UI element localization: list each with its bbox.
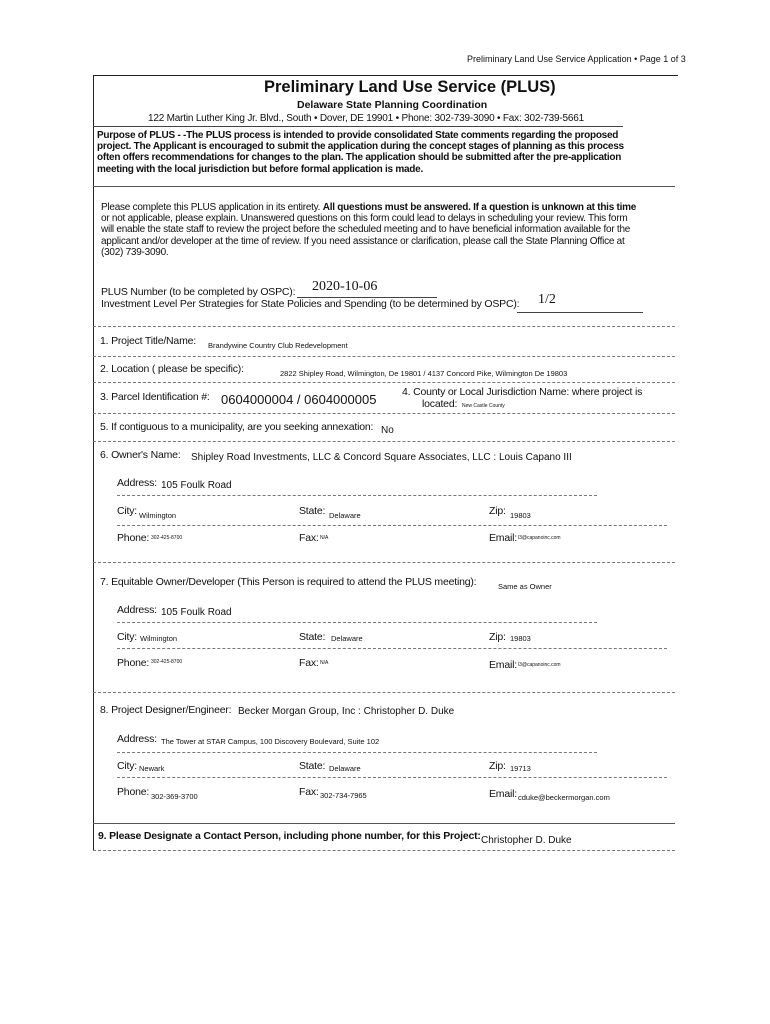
designer-email-label: Email: — [489, 788, 517, 800]
county-field[interactable]: New Castle County — [462, 403, 505, 409]
section-divider — [93, 382, 675, 383]
owner-city-label: City: — [117, 505, 138, 517]
q7-label: 7. Equitable Owner/Developer (This Person is required to attend the PLUS meeting): — [100, 576, 477, 588]
q3-label: 3. Parcel Identification #: — [100, 391, 210, 403]
section-divider — [93, 562, 675, 563]
instructions-text: Please complete this PLUS application in its entirety. — [101, 202, 321, 213]
developer-zip-label: Zip: — [489, 631, 506, 643]
field-underline — [117, 622, 597, 623]
designer-city-field[interactable]: Newark — [139, 764, 165, 773]
section-divider — [93, 413, 675, 414]
field-underline — [117, 752, 597, 753]
page-label: Preliminary Land Use Service Application • Page 1 of 3 — [467, 54, 686, 64]
developer-email-label: Email: — [489, 659, 517, 671]
instructions-line: (302) 739-3090. — [101, 246, 169, 258]
owner-state-field[interactable]: Delaware — [329, 511, 361, 520]
designer-phone-label: Phone: — [117, 786, 150, 798]
q8-label: 8. Project Designer/Engineer: — [100, 704, 232, 716]
owner-address-label: Address: — [117, 477, 157, 489]
instructions-line: will enable the state staff to review the project before the scheduled meeting and to have beneficial information available for the — [101, 224, 631, 236]
developer-fax-label: Fax: — [299, 657, 319, 669]
owner-fax-field[interactable]: N/A — [320, 535, 329, 541]
owner-phone-label: Phone: — [117, 532, 150, 544]
section-divider — [93, 441, 675, 442]
q5-label: 5. If contiguous to a municipality, are you seeking annexation: — [100, 421, 374, 433]
designer-email-field[interactable]: cduke@beckermorgan.com — [518, 793, 610, 802]
field-underline — [117, 777, 667, 778]
parcel-id-field[interactable]: 0604000004 / 0604000005 — [221, 392, 377, 407]
investment-level-underline — [517, 312, 643, 313]
developer-city-field[interactable]: Wilmington — [140, 634, 178, 643]
designer-address-label: Address: — [117, 733, 157, 745]
section-divider — [93, 326, 675, 327]
developer-address-field[interactable]: 105 Foulk Road — [161, 607, 232, 618]
designer-fax-field[interactable]: 302-734-7965 — [320, 791, 367, 800]
developer-phone-label: Phone: — [117, 657, 150, 669]
q4-label: 4. County or Local Jurisdiction Name: where project is — [402, 386, 643, 398]
office-address: 122 Martin Luther King Jr. Blvd., South • Dover, DE 19901 • Phone: 302-739-3090 • Fax: 302-739-5661 — [148, 113, 584, 124]
developer-city-label: City: — [117, 631, 138, 643]
designer-phone-field[interactable]: 302-369-3700 — [151, 792, 198, 801]
project-title-field[interactable]: Brandywine Country Club Redevelopment — [208, 341, 348, 350]
q1-label: 1. Project Title/Name: — [100, 335, 196, 347]
investment-level-field[interactable]: 1/2 — [538, 292, 556, 307]
designer-state-label: State: — [299, 760, 326, 772]
q4-label-cont: located: — [422, 398, 458, 410]
owner-state-label: State: — [299, 505, 326, 517]
designer-zip-field[interactable]: 19713 — [510, 764, 531, 773]
q6-label: 6. Owner's Name: — [100, 449, 181, 461]
developer-zip-field[interactable]: 19803 — [510, 634, 531, 643]
instructions-line: applicant and/or developer at the time of review. If you need assistance or clarification, please call the State Planning Office at — [101, 235, 625, 247]
purpose-line: often offers recommendations for changes to the plan. The application should be submitted after the pre-application — [97, 152, 622, 164]
developer-fax-field[interactable]: N/A — [320, 660, 329, 666]
location-field[interactable]: 2822 Shipley Road, Wilmington, De 19801 / 4137 Concord Pike, Wilmington De 19803 — [280, 369, 568, 378]
owner-zip-field[interactable]: 19803 — [510, 511, 531, 520]
designer-fax-label: Fax: — [299, 786, 319, 798]
developer-state-field[interactable]: Delaware — [331, 634, 363, 643]
address-underline — [93, 126, 623, 127]
q2-label: 2. Location ( please be specific): — [100, 363, 244, 375]
plus-number-label: PLUS Number (to be completed by OSPC): — [101, 286, 296, 298]
developer-phone-field[interactable]: 302-425-8700 — [151, 659, 183, 665]
owner-city-field[interactable]: Wilmington — [139, 511, 177, 520]
designer-state-field[interactable]: Delaware — [329, 764, 361, 773]
owner-zip-label: Zip: — [489, 505, 506, 517]
plus-number-field[interactable]: 2020-10-06 — [312, 279, 378, 294]
q9-label: 9. Please Designate a Contact Person, including phone number, for this Project: — [98, 830, 481, 842]
owner-email-label: Email: — [489, 532, 517, 544]
annexation-field[interactable]: No — [381, 425, 394, 436]
instructions-line: or not applicable, please explain. Unanswered questions on this form could lead to delays in scheduling your review. This form — [101, 213, 628, 225]
section-divider — [93, 356, 675, 357]
instructions-paragraph — [101, 202, 636, 258]
form-title: Preliminary Land Use Service (PLUS) — [264, 78, 556, 96]
purpose-line: project. The Applicant is encouraged to submit the application during the concept stages of planning as this process — [97, 141, 624, 153]
purpose-paragraph — [97, 130, 624, 175]
section-divider — [93, 692, 675, 693]
owner-fax-label: Fax: — [299, 532, 319, 544]
developer-address-label: Address: — [117, 604, 157, 616]
section-divider — [93, 186, 675, 187]
developer-email-field[interactable]: l3@capanoinc.com — [518, 662, 561, 668]
instructions-emphasis: All questions must be answered. If a question is unknown at this time — [322, 202, 637, 213]
owner-email-field[interactable]: l3@capanoinc.com — [518, 535, 561, 541]
contact-person-field[interactable]: Christopher D. Duke — [481, 835, 572, 846]
designer-zip-label: Zip: — [489, 760, 506, 772]
field-underline — [117, 525, 667, 526]
field-underline — [117, 648, 667, 649]
field-underline — [117, 495, 597, 496]
designer-address-field[interactable]: The Tower at STAR Campus, 100 Discovery Boulevard, Suite 102 — [161, 737, 380, 746]
section-divider — [93, 850, 675, 851]
owner-address-field[interactable]: 105 Foulk Road — [161, 480, 232, 491]
owner-name-field[interactable]: Shipley Road Investments, LLC & Concord Square Associates, LLC : Louis Capano III — [191, 452, 572, 463]
owner-phone-field[interactable]: 302-425-8700 — [151, 535, 183, 541]
form-subtitle: Delaware State Planning Coordination — [297, 99, 488, 111]
section-divider — [93, 823, 675, 824]
developer-state-label: State: — [299, 631, 326, 643]
purpose-line: meeting with the local jurisdiction but before formal application is made. — [97, 163, 423, 175]
equitable-owner-field[interactable]: Same as Owner — [498, 582, 552, 591]
purpose-line: Purpose of PLUS - -The PLUS process is intended to provide consolidated State comments regarding the proposed — [97, 130, 619, 141]
designer-city-label: City: — [117, 760, 138, 772]
investment-level-label: Investment Level Per Strategies for State Policies and Spending (to be determined by OSPC): — [101, 298, 520, 310]
designer-field[interactable]: Becker Morgan Group, Inc : Christopher D. Duke — [238, 706, 455, 717]
